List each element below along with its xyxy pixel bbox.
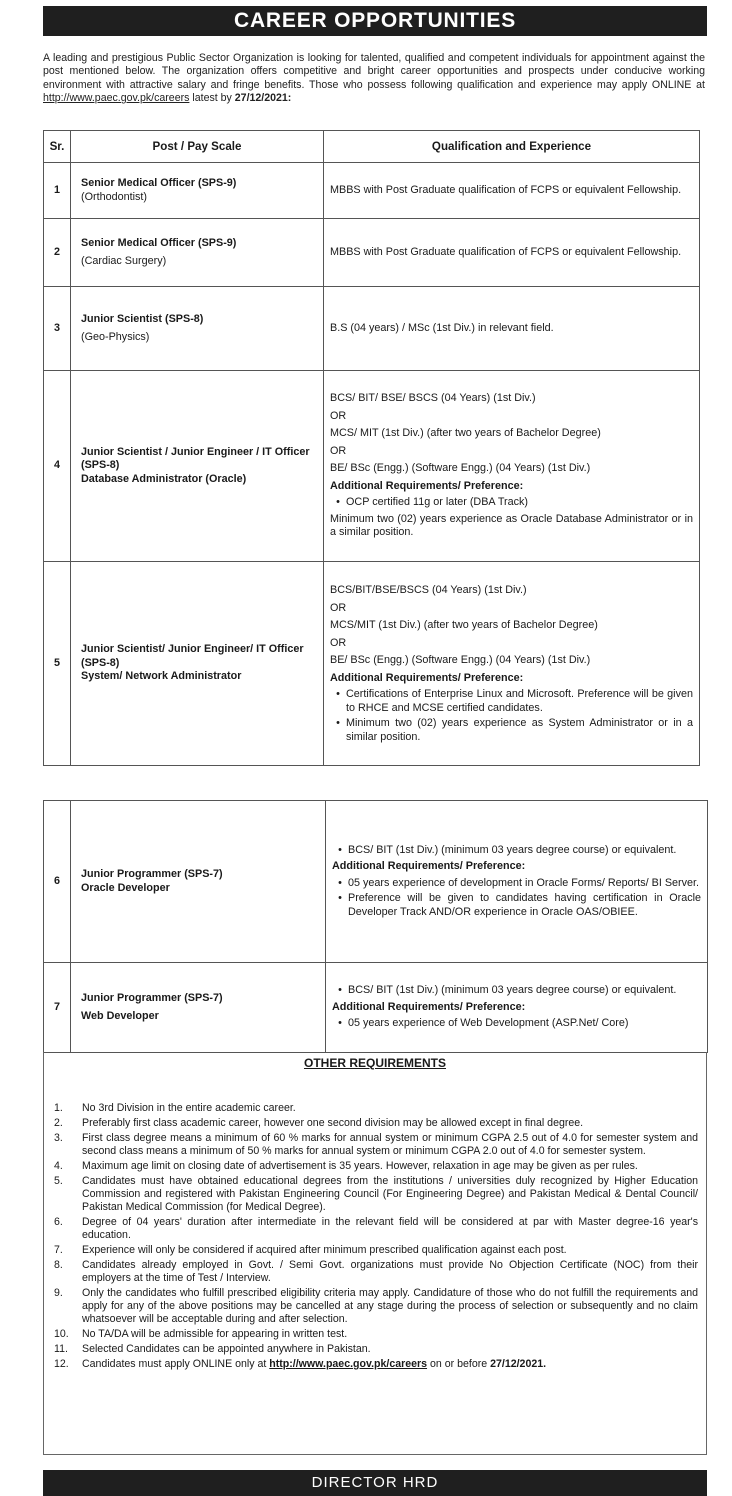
intro-paragraph [43,52,705,106]
list-item [48,1117,698,1130]
item-text: Candidates must have obtained educational degrees from the institutions / universities duly recognized by Higher Education Commission and registered with Pakistan Engineering Council (For Engineering Degree) and Pakistan Medical & Dental Council/ Pakistan Medical Commission (for Medical Degree). [82,1175,698,1213]
item-number: 10. [54,1328,69,1340]
table-row [44,963,708,1053]
item-number: 4. [54,1160,63,1172]
item-text: Preferably first class academic career, however one second division may be allowed except in final degree. [82,1117,584,1129]
bullet-icon: • [338,1017,342,1030]
posts-table-continued [43,800,708,1053]
item-number: 12. [54,1358,69,1370]
row-post [71,287,324,371]
row-sr: 4 [44,371,71,562]
bullet-icon: • [338,984,342,997]
qual-line: BE/ BSc (Engg.) (Software Engg.) (04 Years) (1st Div.) [330,654,591,666]
item-text: No 3rd Division in the entire academic career. [82,1102,296,1114]
qual-line: MCS/ MIT (1st Div.) (after two years of Bachelor Degree) [330,427,601,440]
item-number: 9. [54,1287,63,1299]
list-item [48,1328,698,1341]
careers-link[interactable]: http://www.paec.gov.pk/careers [43,92,190,105]
item-text: First class degree means a minimum of 60 % marks for annual system or minimum CGPA 2.5 out of 4.0 for semester system and second class means a minimum of 50 % marks for annual system or minimum CGPA 2.0 out of 4.0 for semester system. [82,1132,698,1157]
item-number: 5. [54,1175,63,1187]
qual-text: B.S (04 years) / MSc (1st Div.) in relevant field. [330,321,554,334]
row-qual [324,163,700,219]
item-number: 11. [54,1343,68,1355]
list-item [48,1216,698,1242]
bullet-icon: • [338,843,342,856]
post-title: Senior Medical Officer (SPS-9) [81,236,237,249]
bullet-text: BCS/ BIT (1st Div.) (minimum 03 years degree course) or equivalent. [348,843,677,856]
qual-line: BCS/ BIT/ BSE/ BSCS (04 Years) (1st Div.) [330,392,536,405]
list-item [48,1259,698,1285]
item-text: Experience will only be considered if acquired after minimum prescribed qualification against each post. [82,1244,567,1256]
deadline: 27/12/2021: [234,92,292,105]
additional-requirements-heading: Additional Requirements/ Preference: [330,671,524,684]
item-number: 3. [54,1132,63,1144]
row-sr: 1 [44,163,71,219]
list-item [332,891,701,920]
table-row [44,562,700,766]
post-title: Junior Scientist (SPS-8) [81,312,204,325]
qual-line: BCS/BIT/BSE/BSCS (04 Years) (1st Div.) [330,584,527,596]
apply-mid: on or before [430,1358,488,1370]
item-number: 6. [54,1216,63,1228]
qual-line: BE/ BSc (Engg.) (Software Engg.) (04 Years) (1st Div.) [330,462,591,475]
qual-line: Minimum two (02) years experience as Oracle Database Administrator or in a similar position. [330,512,693,539]
row-qual [324,287,700,371]
row-post [71,163,324,219]
bullet-text: 05 years experience of development in Oracle Forms/ Reports/ BI Server. [348,876,700,889]
list-item [332,876,701,892]
item-number: 1. [54,1102,63,1114]
qual-line: MCS/MIT (1st Div.) (after two years of Bachelor Degree) [330,619,598,631]
post-title: Junior Programmer (SPS-7) [81,991,223,1004]
row-qual [326,963,708,1053]
table-row [44,163,700,219]
qual-or: OR [330,636,347,649]
additional-requirements-heading: Additional Requirements/ Preference: [332,860,526,873]
bullet-icon: • [336,717,340,729]
post-title: Junior Programmer (SPS-7) [81,868,223,880]
item-text [82,1358,698,1371]
additional-requirements-heading: Additional Requirements/ Preference: [332,1000,526,1013]
list-item [48,1132,698,1158]
row-post [71,801,326,963]
list-item [48,1358,698,1371]
qual-text: MBBS with Post Graduate qualification of FCPS or equivalent Fellowship. [330,183,682,196]
apply-link[interactable]: http://www.paec.gov.pk/careers [269,1358,428,1370]
header-post: Post / Pay Scale [71,131,324,163]
post-sub: (Cardiac Surgery) [81,255,167,267]
row-sr: 2 [44,219,71,287]
item-number: 2. [54,1117,63,1129]
list-item [48,1160,698,1173]
list-item [48,1244,698,1257]
item-text: Selected Candidates can be appointed anywhere in Pakistan. [82,1343,371,1355]
table-row [44,219,700,287]
page-title: CAREER OPPORTUNITIES [43,6,707,36]
qual-or: OR [330,409,347,422]
row-post [71,219,324,287]
bullet-text: OCP certified 11g or later (DBA Track) [346,496,529,509]
row-qual [324,219,700,287]
intro-tail: latest by [192,92,232,105]
row-post [71,562,324,766]
list-item [330,716,693,745]
row-qual [324,562,700,766]
post-sub: Database Administrator (Oracle) [81,472,247,485]
header-sr: Sr. [44,131,71,163]
bullet-text: Certifications of Enterprise Linux and Microsoft. Preference will be given to RHCE and MCSE certified candidates. [346,688,693,714]
row-qual [324,371,700,562]
post-sub: (Geo-Physics) [81,331,150,343]
bullet-icon: • [336,688,340,700]
bullet-icon: • [336,496,340,509]
list-item [48,1175,698,1214]
post-sub: Web Developer [81,1010,159,1022]
additional-requirements-heading: Additional Requirements/ Preference: [330,479,524,492]
row-post [71,963,326,1053]
apply-text: Candidates must apply ONLINE only at [82,1358,267,1370]
bullet-icon: • [338,892,342,905]
item-number: 7. [54,1244,63,1256]
list-item [48,1102,698,1115]
bullet-text: BCS/ BIT (1st Div.) (minimum 03 years degree course) or equivalent. [348,984,677,997]
post-title: Junior Scientist/ Junior Engineer/ IT Officer (SPS-8) [81,643,304,669]
item-text: Maximum age limit on closing date of advertisement is 35 years. However, relaxation in age may be given as per rules. [82,1160,638,1172]
table-header-row [44,131,700,163]
post-sub: (Orthodontist) [81,190,148,203]
qual-text: MBBS with Post Graduate qualification of FCPS or equivalent Fellowship. [330,245,682,258]
item-text: Only the candidates who fulfill prescribed eligibility criteria may apply. Candidature of those who do not fulfill the requirements and apply for any of the above positions may be cancelled at any stage during the process of selection or subsequently and no claim whatsoever will be acceptable during and after selection. [82,1287,698,1325]
intro-text: A leading and prestigious Public Sector Organization is looking for talented, qualified and competent individuals for appointment against the post mentioned below. The organization offers competitive and bright career opportunities and prospects under conducive working environment with attractive salary and fringe benefits. Those who possess following qualification and experience may apply ONLINE at [43,52,705,91]
other-requirements-section [43,1052,707,1455]
item-text: Degree of 04 years' duration after intermediate in the relevant field will be considered at par with Master degree-16 year's education. [82,1216,698,1241]
post-sub: Oracle Developer [81,881,170,894]
list-item [48,1343,698,1356]
list-item [48,1287,698,1326]
post-title: Senior Medical Officer (SPS-9) [81,177,237,189]
qual-or: OR [330,444,347,457]
requirements-list [48,1102,698,1373]
item-number: 8. [54,1259,63,1271]
table-row [44,371,700,562]
bullet-text: Minimum two (02) years experience as System Administrator or in a similar position. [346,717,693,743]
other-requirements-title: OTHER REQUIREMENTS [303,1056,446,1070]
list-item [332,843,701,859]
qual-or: OR [330,601,347,614]
row-qual [326,801,708,963]
post-title: Junior Scientist / Junior Engineer / IT Officer (SPS-8) [81,445,310,472]
bullet-icon: • [338,876,342,889]
row-sr: 5 [44,562,71,766]
list-item [330,687,693,716]
row-sr: 3 [44,287,71,371]
list-item [332,983,701,999]
footer-signature: DIRECTOR HRD [43,1470,707,1496]
item-text: No TA/DA will be admissible for appearing in written test. [82,1328,348,1340]
list-item [332,1016,701,1032]
table-row [44,287,700,371]
bullet-text: Preference will be given to candidates having certification in Oracle Developer Track AND/OR experience in Oracle OAS/OBIEE. [348,892,701,918]
bullet-text: 05 years experience of Web Development (ASP.Net/ Core) [348,1017,629,1030]
row-sr: 6 [44,801,71,963]
post-sub: System/ Network Administrator [81,670,242,683]
list-item [330,495,693,511]
posts-table [43,130,700,766]
table-row [44,801,708,963]
apply-date: 27/12/2021. [490,1358,547,1370]
row-post [71,371,324,562]
row-sr: 7 [44,963,71,1053]
item-text: Candidates already employed in Govt. / Semi Govt. organizations must provide No Objection Certificate (NOC) from their employers at the time of Test / Interview. [82,1259,698,1284]
header-qual: Qualification and Experience [324,131,700,163]
